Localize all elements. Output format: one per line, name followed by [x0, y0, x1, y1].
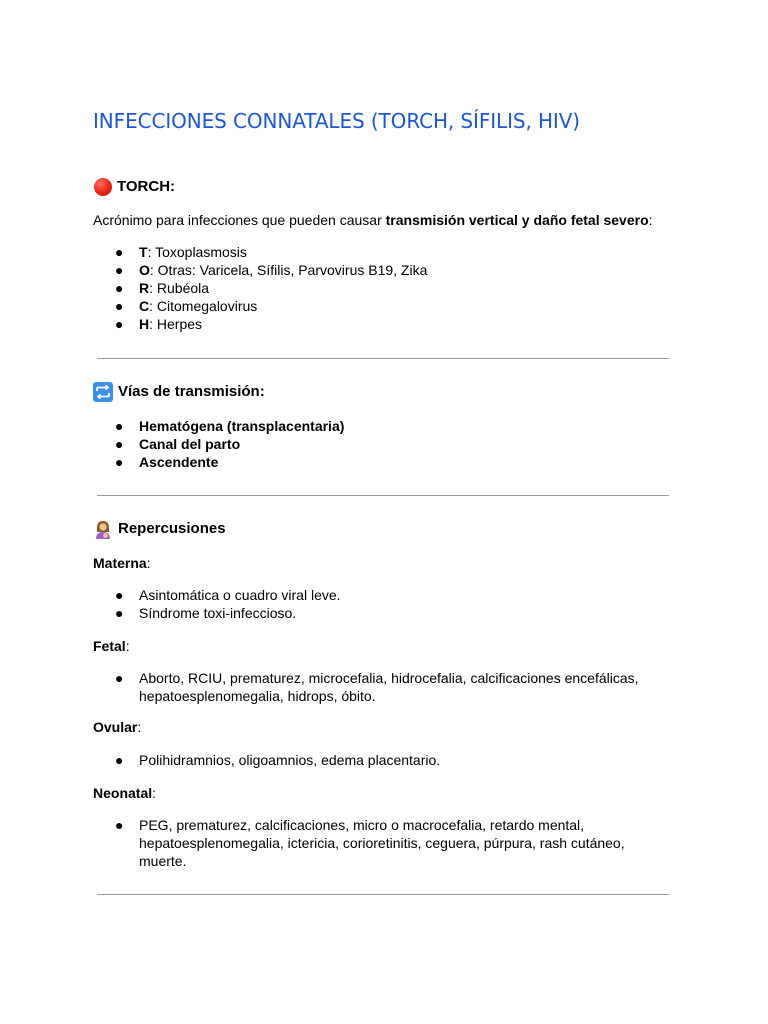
fetal-item-line: Aborto, RCIU, prematurez, microcefalia, hidrocefalia, calcificaciones encefálicas, — [139, 670, 639, 686]
torch-letter: O — [139, 262, 150, 278]
list-item — [93, 435, 344, 453]
neonatal-label-text: Neonatal — [93, 785, 153, 801]
neonatal-item-line: hepatoesplenomegalia, ictericia, corioretinitis, ceguera, púrpura, rash cutáneo, — [139, 835, 625, 851]
neonatal-item-line: muerte. — [139, 853, 187, 869]
materna-list — [93, 586, 341, 622]
list-item — [93, 816, 625, 834]
ovular-colon: : — [137, 719, 142, 735]
list-item — [93, 453, 344, 471]
torch-list — [93, 243, 427, 333]
materna-colon: : — [146, 555, 151, 571]
bullet-icon: ● — [115, 280, 124, 296]
bullet-icon: ● — [115, 298, 124, 314]
neonatal-item-line: PEG, prematurez, calcificaciones, micro o macrocefalia, retardo mental, — [139, 817, 585, 833]
torch-item-text: : Otras: Varicela, Sífilis, Parvovirus B19, Zika — [149, 262, 428, 278]
torch-intro — [93, 211, 653, 229]
torch-heading-text: TORCH: — [117, 178, 176, 195]
list-item — [93, 261, 427, 279]
torch-letter: R — [139, 280, 150, 296]
repeat-arrows-icon — [93, 382, 113, 402]
document-title: INFECCIONES CONNATALES (TORCH, SÍFILIS, HIV) — [93, 109, 581, 133]
ovular-label — [93, 718, 141, 736]
torch-item-text: : Toxoplasmosis — [147, 244, 247, 260]
fetal-colon: : — [125, 638, 130, 654]
list-item — [93, 279, 427, 297]
bullet-icon: ● — [115, 817, 124, 833]
torch-intro-bold: transmisión vertical y daño fetal severo — [385, 212, 649, 228]
vias-heading-text: Vías de transmisión: — [118, 383, 265, 400]
neonatal-label — [93, 784, 156, 802]
list-item-continuation — [93, 687, 639, 705]
neonatal-list — [93, 816, 625, 870]
fetal-item-line: hepatoesplenomegalia, hidrops, óbito. — [139, 688, 376, 704]
bullet-icon: ● — [115, 454, 124, 470]
bullet-icon: ● — [115, 316, 124, 332]
torch-intro-colon: : — [648, 212, 653, 228]
list-item — [93, 315, 427, 333]
torch-item-text: : Rubéola — [149, 280, 210, 296]
materna-label — [93, 554, 151, 572]
torch-letter: T — [139, 244, 148, 260]
list-item-continuation — [93, 852, 625, 870]
vias-item-text: Ascendente — [139, 454, 219, 470]
list-item — [93, 586, 341, 604]
bullet-icon: ● — [115, 605, 124, 621]
list-item — [93, 604, 341, 622]
repercusiones-heading — [93, 519, 226, 539]
bullet-icon: ● — [115, 587, 124, 603]
section-divider — [97, 495, 669, 496]
torch-item-text: : Herpes — [149, 316, 203, 332]
torch-letter: H — [139, 316, 150, 332]
repercusiones-heading-text: Repercusiones — [118, 520, 226, 537]
bullet-icon: ● — [115, 244, 124, 260]
breastfeeding-woman-icon — [93, 519, 113, 539]
list-item — [93, 669, 639, 687]
bullet-icon: ● — [115, 670, 124, 686]
ovular-label-text: Ovular — [93, 719, 138, 735]
torch-heading — [93, 177, 175, 197]
bullet-icon: ● — [115, 436, 124, 452]
red-circle-icon — [94, 178, 112, 196]
vias-heading — [93, 382, 265, 402]
vias-item-text: Hematógena (transplacentaria) — [139, 418, 345, 434]
list-item — [93, 417, 344, 435]
list-item — [93, 243, 427, 261]
list-item — [93, 751, 440, 769]
fetal-list — [93, 669, 639, 705]
section-divider — [97, 358, 669, 359]
materna-item-text: Síndrome toxi-infeccioso. — [139, 605, 297, 621]
materna-label-text: Materna — [93, 555, 147, 571]
section-divider — [97, 894, 669, 895]
bullet-icon: ● — [115, 418, 124, 434]
ovular-list — [93, 751, 440, 769]
bullet-icon: ● — [115, 752, 124, 768]
ovular-item-text: Polihidramnios, oligoamnios, edema placentario. — [139, 752, 441, 768]
torch-letter: C — [139, 298, 150, 314]
list-item-continuation — [93, 834, 625, 852]
bullet-icon: ● — [115, 262, 124, 278]
fetal-label-text: Fetal — [93, 638, 126, 654]
vias-list — [93, 417, 344, 471]
torch-intro-text: Acrónimo para infecciones que pueden causar — [93, 212, 386, 228]
list-item — [93, 297, 427, 315]
neonatal-colon: : — [152, 785, 157, 801]
vias-item-text: Canal del parto — [139, 436, 241, 452]
materna-item-text: Asintomática o cuadro viral leve. — [139, 587, 341, 603]
fetal-label — [93, 637, 130, 655]
torch-item-text: : Citomegalovirus — [149, 298, 258, 314]
